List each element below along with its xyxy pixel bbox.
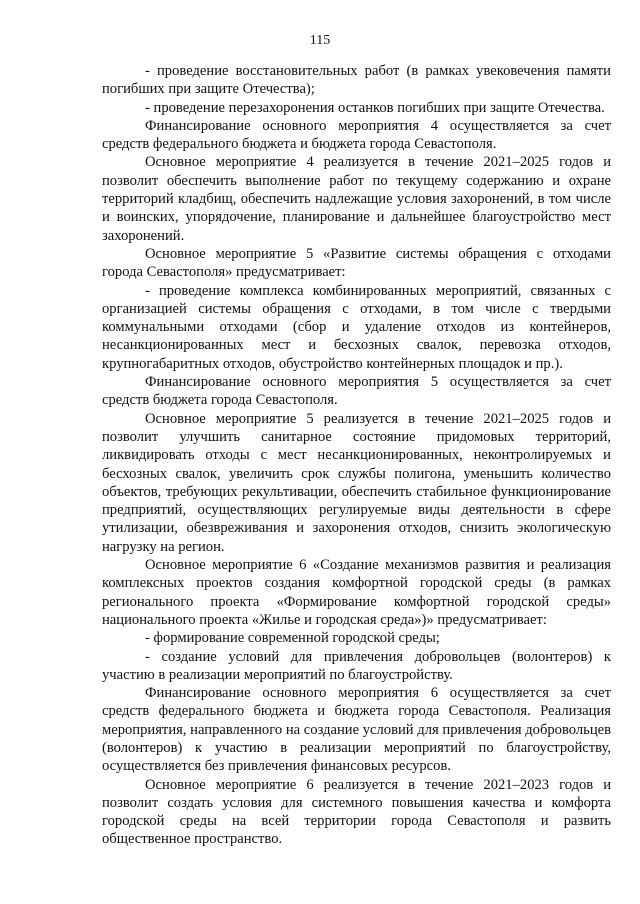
page-number: 115 — [309, 33, 331, 48]
paragraph-reburial: - проведение перезахоронения останков погибших при защите Отечества. — [145, 99, 605, 116]
paragraph-funding-4: Финансирование основного мероприятия 4 осуществляется за счет средств федерального бюджета и бюджета города Севастополя. — [102, 117, 611, 153]
paragraph-implementation-6: Основное мероприятие 6 реализуется в течение 2021–2023 годов и позволит создать условия для системного повышения качества и комфорта городской среды на всей территории города Севастополя и развить общественное пространство. — [102, 776, 611, 848]
paragraph-urban-environment: - формирование современной городской среды; — [145, 630, 440, 647]
paragraph-activity-5-title: Основное мероприятие 5 «Развитие системы обращения с отходами города Севастополя» предусматривает: — [102, 245, 611, 281]
paragraph-implementation-4: Основное мероприятие 4 реализуется в течение 2021–2025 годов и позволит обеспечить выполнение работ по текущему содержанию и охране территорий кладбищ, обеспечить надлежащие условия захоронений, в том числе и воинских, упорядочение, планирование и дальнейшее благоустройство мест захоронений. — [102, 154, 611, 244]
paragraph-volunteers: - создание условий для привлечения добровольцев (волонтеров) к участию в реализации мероприятий по благоустройству. — [102, 648, 611, 683]
paragraph-activity-6-title: Основное мероприятие 6 «Создание механизмов развития и реализация комплексных проектов создания комфортной городской среды (в рамках регионального проекта «Формирование комфортной городской среды» национального проекта «Жилье и городская среда»)» предусматривает: — [102, 557, 611, 628]
paragraph-restoration-works: - проведение восстановительных работ (в рамках увековечения памяти погибших при защите Отечества); — [102, 63, 611, 98]
document-body — [102, 62, 611, 849]
paragraph-activity-5-measures: - проведение комплекса комбинированных мероприятий, связанных с организацией системы обращения с отходами, в том числе с твердыми коммунальными отходами (сбор и удаление отходов из контейнеров, несанкционированных мест и бесхозных свалок, перевозка отходов, крупногабаритных отходов, обустройство контейнерных площадок и пр.). — [102, 282, 611, 372]
paragraph-implementation-5: Основное мероприятие 5 реализуется в течение 2021–2025 годов и позволит улучшить санитарное состояние придомовых территорий, ликвидировать отходы с мест несанкционированных, неконтролируемых и бесхозных свалок, увеличить срок службы полигона, уменьшить количество объектов, требующих рекультивации, обеспечить стабильное функционирование предприятий, осуществляющих регулируемые виды деятельности в сфере утилизации, обезвреживания и захоронения отходов, снизить экологическую нагрузку на регион. — [102, 410, 611, 555]
paragraph-funding-6: Финансирование основного мероприятия 6 осуществляется за счет средств федерального бюджета и бюджета города Севастополя. Реализация мероприятия, направленного на создание условий для привлечения добровольцев (волонтеров) к участию в реализации мероприятий по благоустройству, осуществляется без привлечения финансовых ресурсов. — [102, 685, 611, 775]
paragraph-funding-5: Финансирование основного мероприятия 5 осуществляется за счет средств бюджета города Севастополя. — [102, 374, 611, 409]
